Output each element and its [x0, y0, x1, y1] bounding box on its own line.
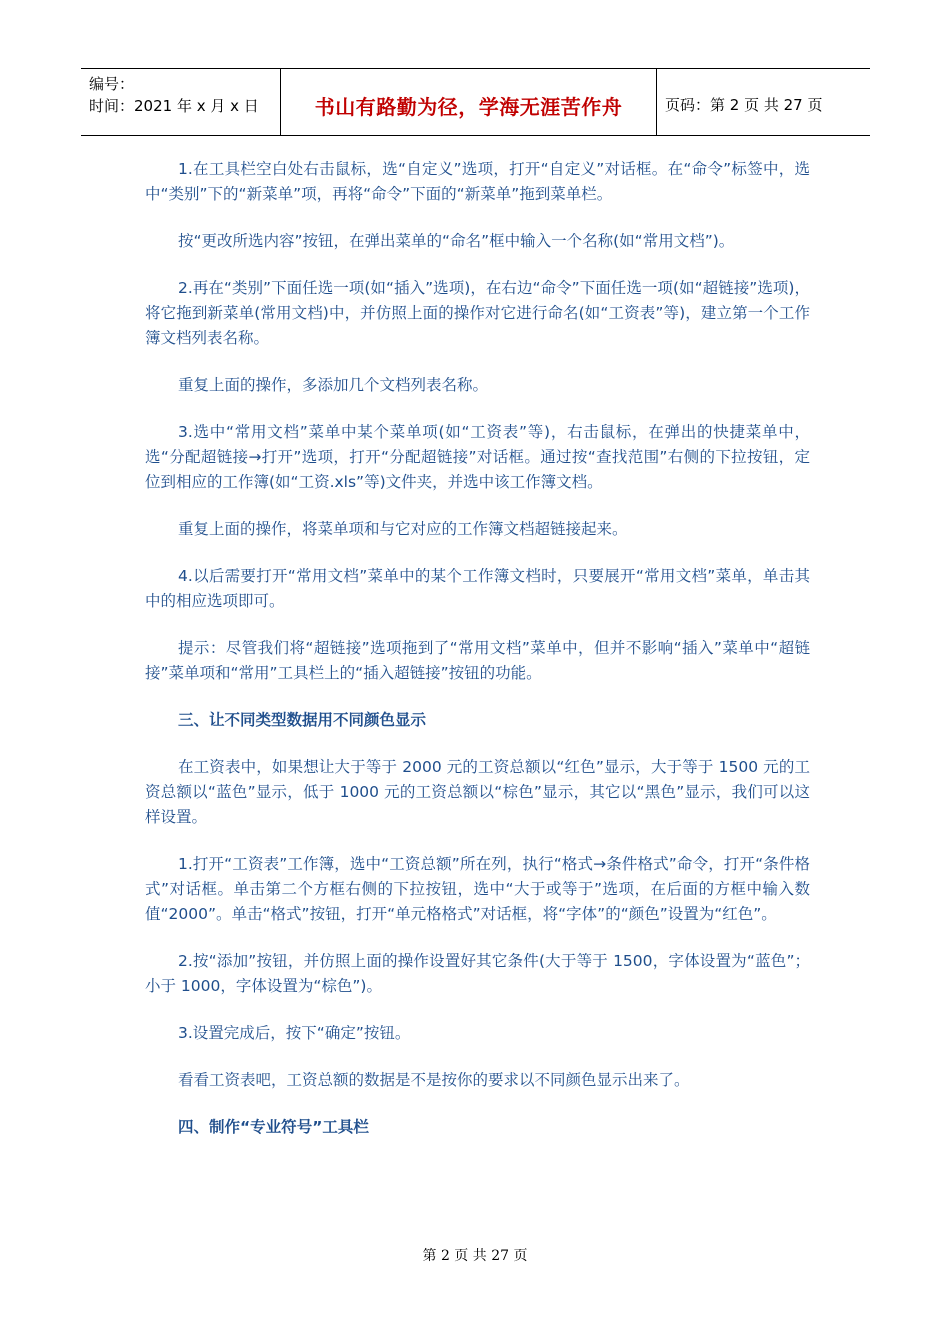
page-footer: 第 2 页 共 27 页: [422, 1248, 528, 1264]
body-paragraph: 在工资表中，如果想让大于等于 2000 元的工资总额以“红色”显示，大于等于 1500 元的工资总额以“蓝色”显示，低于 1000 元的工资总额以“棕色”显示，其它以“黑色”显示，我们可以这样设置。: [145, 758, 810, 826]
body-paragraph: 3.选中“常用文档”菜单中某个菜单项(如“工资表”等)，右击鼠标，在弹出的快捷菜单中，选“分配超链接→打开”选项，打开“分配超链接”对话框。通过按“查找范围”右侧的下拉按钮，定位到相应的工作簿(如“工资.xls”等)文件夹，并选中该工作簿文档。: [145, 423, 810, 491]
body-paragraph: 1.打开“工资表”工作簿，选中“工资总额”所在列，执行“格式→条件格式”命令，打开“条件格式”对话框。单击第二个方框右侧的下拉按钮，选中“大于或等于”选项，在后面的方框中输入数值“2000”。单击“格式”按钮，打开“单元格格式”对话框，将“字体”的“颜色”设置为“红色”。: [145, 855, 810, 923]
body-paragraph: 2.再在“类别”下面任选一项(如“插入”选项)，在右边“命令”下面任选一项(如“超链接”选项)，将它拖到新菜单(常用文档)中，并仿照上面的操作对它进行命名(如“工资表”等)，建立第一个工作簿文档列表名称。: [145, 279, 810, 347]
body-paragraph: 提示：尽管我们将“超链接”选项拖到了“常用文档”菜单中，但并不影响“插入”菜单中“超链接”菜单项和“常用”工具栏上的“插入超链接”按钮的功能。: [145, 639, 810, 682]
body-paragraph: 1.在工具栏空白处右击鼠标，选“自定义”选项，打开“自定义”对话框。在“命令”标签中，选中“类别”下的“新菜单”项，再将“命令”下面的“新菜单”拖到菜单栏。: [145, 160, 810, 203]
document-body: [145, 157, 810, 1162]
body-paragraph: 看看工资表吧，工资总额的数据是不是按你的要求以不同颜色显示出来了。: [178, 1071, 690, 1089]
header-info-cell: [81, 69, 281, 135]
document-number: 编号：: [89, 75, 135, 93]
body-paragraph: 重复上面的操作，多添加几个文档列表名称。: [178, 376, 489, 394]
header-page-cell: [657, 69, 870, 135]
body-paragraph: 3.设置完成后，按下“确定”按钮。: [178, 1024, 411, 1042]
body-paragraph: 4.以后需要打开“常用文档”菜单中的某个工作簿文档时，只要展开“常用文档”菜单，单击其中的相应选项即可。: [145, 567, 810, 610]
section-heading: 四、制作“专业符号”工具栏: [178, 1118, 369, 1136]
header-page-code: 页码：第 2 页 共 27 页: [665, 95, 823, 114]
section-heading: 三、让不同类型数据用不同颜色显示: [178, 711, 427, 729]
header-motto: 书山有路勤为径，学海无涯苦作舟: [314, 94, 623, 119]
header-motto-cell: [281, 69, 657, 135]
document-date: 时间：2021 年 x 月 x 日: [89, 97, 259, 115]
body-paragraph: 按“更改所选内容”按钮，在弹出菜单的“命名”框中输入一个名称(如“常用文档”)。: [178, 232, 735, 250]
body-paragraph: 重复上面的操作，将菜单项和与它对应的工作簿文档超链接起来。: [178, 520, 628, 538]
page-header: [81, 68, 870, 136]
body-paragraph: 2.按“添加”按钮，并仿照上面的操作设置好其它条件(大于等于 1500，字体设置为“蓝色”；小于 1000，字体设置为“棕色”)。: [145, 952, 810, 995]
